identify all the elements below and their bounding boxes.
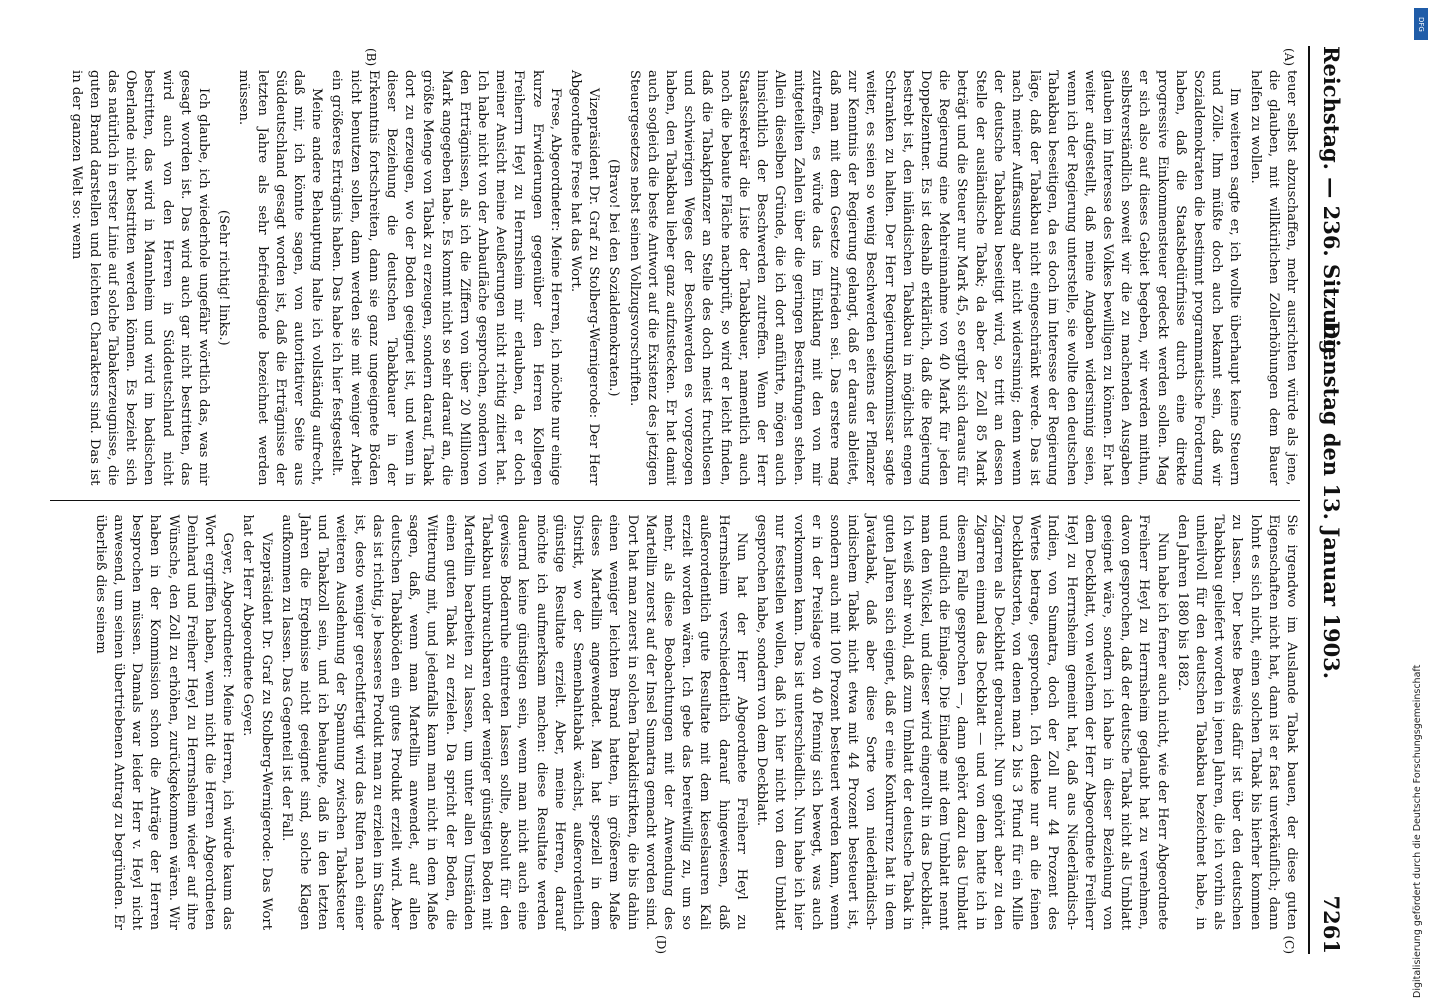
margin-marker-b: (B) — [364, 48, 378, 67]
header-left: Reichstag. — 236. Sitzung. — [1319, 46, 1344, 362]
margin-marker-d: (D) — [654, 935, 668, 954]
speaker-intro: Vizepräsident Dr. Graf zu Stolberg-Wernigerode: Der Herr Abgeordnete Frese hat das Wort. — [568, 70, 602, 486]
paragraph: Nun habe ich ferner auch nicht, wie der Herr Abgeordnete Freiherr Heyl zu Herrnsheim geglaubt hat zu vernehmen, davon gesprochen, daß der deutsche Tabak nicht als Umblatt geeignet wäre, sondern ich habe in dieser Beziehung von dem Deckblatt, von welchem der Herr Abgeordnete Freiherr Heyl zu Herrnsheim gemeint hat, daß aus Niederländisch-Indien, von Sumatra, doch der Zoll nur 44 Prozent des Wertes betrage, gesprochen. Ich denke nur an die feinen Deckblattsorten, von denen man 2 bis 3 Pfund für ein Mille Zigarren als Deckblatt gebraucht. Nun gehört aber zu den Zigarren einmal das Deckblatt — und von dem hatte ich in diesem Falle gesprochen —, dann gehört dazu das Umblatt und endlich die Einlage. Die Einlage mit dem Umblatt nennt man den Wickel, und dieser wird eingerollt in das Deckblatt. Ich weiß sehr wohl, daß zum Umblatt der deutsche Tabak in guten Jahren sich eignet, daß er eine Konkurrenz hat in dem Javatabak, daß aber diese Sorte von niederländisch-indischem Tabak nicht etwa mit 44 Prozent besteuert ist, sondern auch mit 100 Prozent besteuert werden kann, wenn er in der Preislage von 40 Pfennig sich bewegt, was auch vorkommen kann. Das ist unterschiedlich. Nun habe ich hier nur feststellen wollen, daß ich hier nicht von dem Umblatt gesprochen habe, sondern von dem Deckblatt. — [754, 514, 1170, 930]
paragraph: Sie irgendwo im Auslande Tabak bauen, der diese guten Eigenschaften nicht hat, dann ist er fast unverkäuflich; dann lohnt es sich nicht, einen solchen Tabak bis hierher kommen zu lassen. Der beste Beweis dafür ist über den deutschen Tabakbau geliefert worden in jenen Jahren, die ich vorhin als unheilvoll für den deutschen Tabakbau bezeichnet habe, in den Jahren 1880 bis 1882. — [1174, 514, 1299, 930]
page-number: 7261 — [1319, 895, 1344, 954]
paragraph: Frese, Abgeordneter: Meine Herren, ich möchte nur einige kurze Erwiderungen gegenüber den Herren Kollegen Freiherrn Heyl zu Herrnsheim mir erlauben, da er doch meiner Ansicht meine Aeußerungen nicht richtig zitiert hat. Ich habe nicht von der Anbaufläche gesprochen, sondern von den Erträgnissen, als ich die Ziffern von über 20 Millionen Mark angegeben habe. Es kommt nicht so sehr darauf an, die größte Menge von Tabak zu erzeugen, sondern darauf, Tabak dort zu erzeugen, wo der Boden geeignet ist, und wenn in dieser Beziehung die deutschen Tabakbauer in der Erkenntnis fortschreiten, dann sie ganz ungeeignete Böden nicht benutzen sollen, dann werden sie mit weniger Arbeit ein größeres Erträgnis haben. Das habe ich hier festgestellt. — [329, 70, 563, 486]
paragraph: Nun hat der Herr Abgeordnete Freiherr Heyl zu Herrnsheim verschiedentlich darauf hingewiesen, daß außerordentlich gute Resultate mit dem kieselsauren Kali erzielt worden wären. Ich gebe das bereitwillig zu, um so mehr, als diese Beobachtungen mit der Anwendung des Martellin zuerst auf der Insel Sumatra gemacht worden sind. Dort hat man zuerst in solchen Tabakdistrikten, die bis dahin einen weniger leichten Brand hatten, in größerem Maße dieses Martellin angewendet. Man hat speziell in dem Distrikt, wo der Semenbahtabak wächst, außerordentlich günstige Resultate erzielt. Aber, meine Herren, darauf möchte ich aufmerksam machen: diese Resultate werden dauernd keine günstigen sein, wenn man nicht auch eine gewisse Bodenruhe eintreten lassen sollte, absolut für den Tabakbau unbrauchbaren oder weniger günstigen Boden mit Martellin bearbeiten zu lassen, um unter allen Umständen einen guten Tabak zu erzielen. Da spricht der Boden, die Witterung mit, und jedenfalls kann man nicht in dem Maße sagen, daß, wenn man Martellin anwendet, auf allen deutschen Tabakböden ein gutes Produkt erzielt wird. Aber das ist richtig, je besseres Produkt man zu erzielen im Stande ist, desto weniger gerechtfertigt wird das Rufen nach einer weiteren Ausdehnung der Spannung zwischen Tabaksteuer und Tabakzoll sein, und ich behaupte, daß in den letzten Jahren die Ergebnisse nicht geeignet sind, solche Klagen aufkommen zu lassen. Das Gegenteil ist der Fall. — [278, 514, 749, 930]
interjection: (Bravo! bei den Sozialdemokraten.) — [606, 159, 622, 397]
speaker-intro: Vizepräsident Dr. Graf zu Stolberg-Wernigerode: Das Wort hat der Herr Abgeordnete Geyer. — [240, 514, 274, 930]
text-columns — [50, 46, 1300, 954]
paragraph: Meine andere Behauptung halte ich vollständig aufrecht, daß mir, ich könnte sagen, von autoritativer Seite aus Süddeutschland gesagt worden ist, daß die Erträgnisse der letzten Jahre als sehr befriedigende bezeichnet werden müssen. — [236, 70, 325, 486]
paragraph: teuer selbst abzuschaffen, mehr ausrichten würde als jene, die glauben, mit willkürlichen Zollerhöhungen dem Bauer helfen zu wollen. — [1247, 70, 1299, 486]
left-column — [50, 46, 1300, 501]
header-date: Dienstag den 13. Januar 1903. — [1319, 320, 1344, 680]
paragraph: Im weiteren sagte er, ich wollte überhaupt keine Steuern und Zölle. Ihm müßte doch auch bekannt sein, daß wir Sozialdemokraten die bestimmt programmatische Forderung haben, daß die Staatsbedürfnisse durch eine direkte progressive Einkommensteuer gedeckt werden sollen. Mag er sich also auf dieses Gebiet begeben, wir werden mithun, selbstverständlich soweit wir die zu machenden Ausgaben glauben im Interesse des Volkes bewilligen zu können. Er hat weiter aufgestellt, daß meine Angaben widersinnig seien, wenn ich der Regierung unterstelle, sie wollte den deutschen Tabakbau beseitigen, da es doch im Interesse der Regierung läge, daß der Tabakbau nicht eingeschränkt werde. Das ist nach meiner Auffassung aber nicht widersinnig; denn wenn der deutsche Tabakbau beseitigt wird, so tritt an dessen Stelle der ausländische Tabak; da aber der Zoll 85 Mark beträgt und die Steuer nur Mark 45, so ergibt sich daraus für die Regierung eine Mehreinnahme von 40 Mark für jeden Doppelzentner. Es ist deshalb erklärlich, daß die Regierung bestrebt ist, den inländischen Tabakbau in möglichst engen Schranken zu halten. Der Herr Regierungskommissar sagte weiter, es seien so wenig Beschwerden seitens der Pflanzer zur Kenntnis der Regierung gelangt, daß er daraus ableitet, daß man mit dem Gesetze zufrieden sei. Das erstere mag zutreffen, es würde das im Einklang mit den von mir mitgeteilten Zahlen über die geringen Bestrafungen stehen. Allein dieselben Gründe, die ich dort anführte, mögen auch hinsichtlich der Beschwerden zutreffen. Wenn der Herr Staatssekretär die Liste der Tabakbauer, namentlich auch noch die bebaute Fläche nachprüft, so wird er leicht finden, daß die Tabakpflanzer an Stelle des doch meist fruchtlosen und schwierigen Weges der Beschwerden es vorgezogen haben, den Tabakbau lieber ganz aufzustecken. Er hat damit auch sogleich die beste Antwort auf die Existenz des jetzigen Steuergesetzes nebst seinen Vollzugsvorschriften. — [626, 70, 1243, 486]
digitization-credit: Digitalisierung gefördert durch die Deutsche Forschungsgemeinschaft — [1412, 664, 1423, 998]
paragraph: Geyer, Abgeordneter: Meine Herren, ich würde kaum das Wort ergriffen haben, wenn nicht die Herren Abgeordneten Deinhard und Freiherr Heyl zu Herrnsheim wieder auf ihre Wünsche, den Zoll zu erhöhen, zurückgekommen wären. Wir haben in der Kommission schon die Anträge der Herren besprochen müssen. Damals war leider Herr v. Heyl nicht anwesend, um seinen übertriebenen Antrag zu begründen. Er überließ dies seinem — [92, 514, 236, 930]
margin-marker-c: (C) — [1282, 935, 1296, 954]
margin-marker-a: (A) — [1282, 48, 1296, 67]
right-column — [50, 501, 1300, 955]
digitization-credit-strip — [1404, 0, 1434, 1000]
interjection: (Sehr richtig! links.) — [216, 209, 232, 346]
paragraph: Ich glaube, ich wiederhole ungefähr wörtlich das, was mir gesagt worden ist. Das wird auch gar nicht bestritten, das wird auch von den Herren in Süddeutschland nicht bestritten, das wird in Mannheim und wird im badischen Oberlande nicht bestritten werden können. Es bezieht sich das natürlich in erster Linie auf solche Tabakerzeugnisse, die guten Brand darstellen und leichten Charakters sind. Das ist in der ganzen Welt so: wenn — [68, 70, 212, 486]
page-header — [1308, 46, 1350, 954]
dfg-logo: DFG — [1414, 8, 1428, 40]
